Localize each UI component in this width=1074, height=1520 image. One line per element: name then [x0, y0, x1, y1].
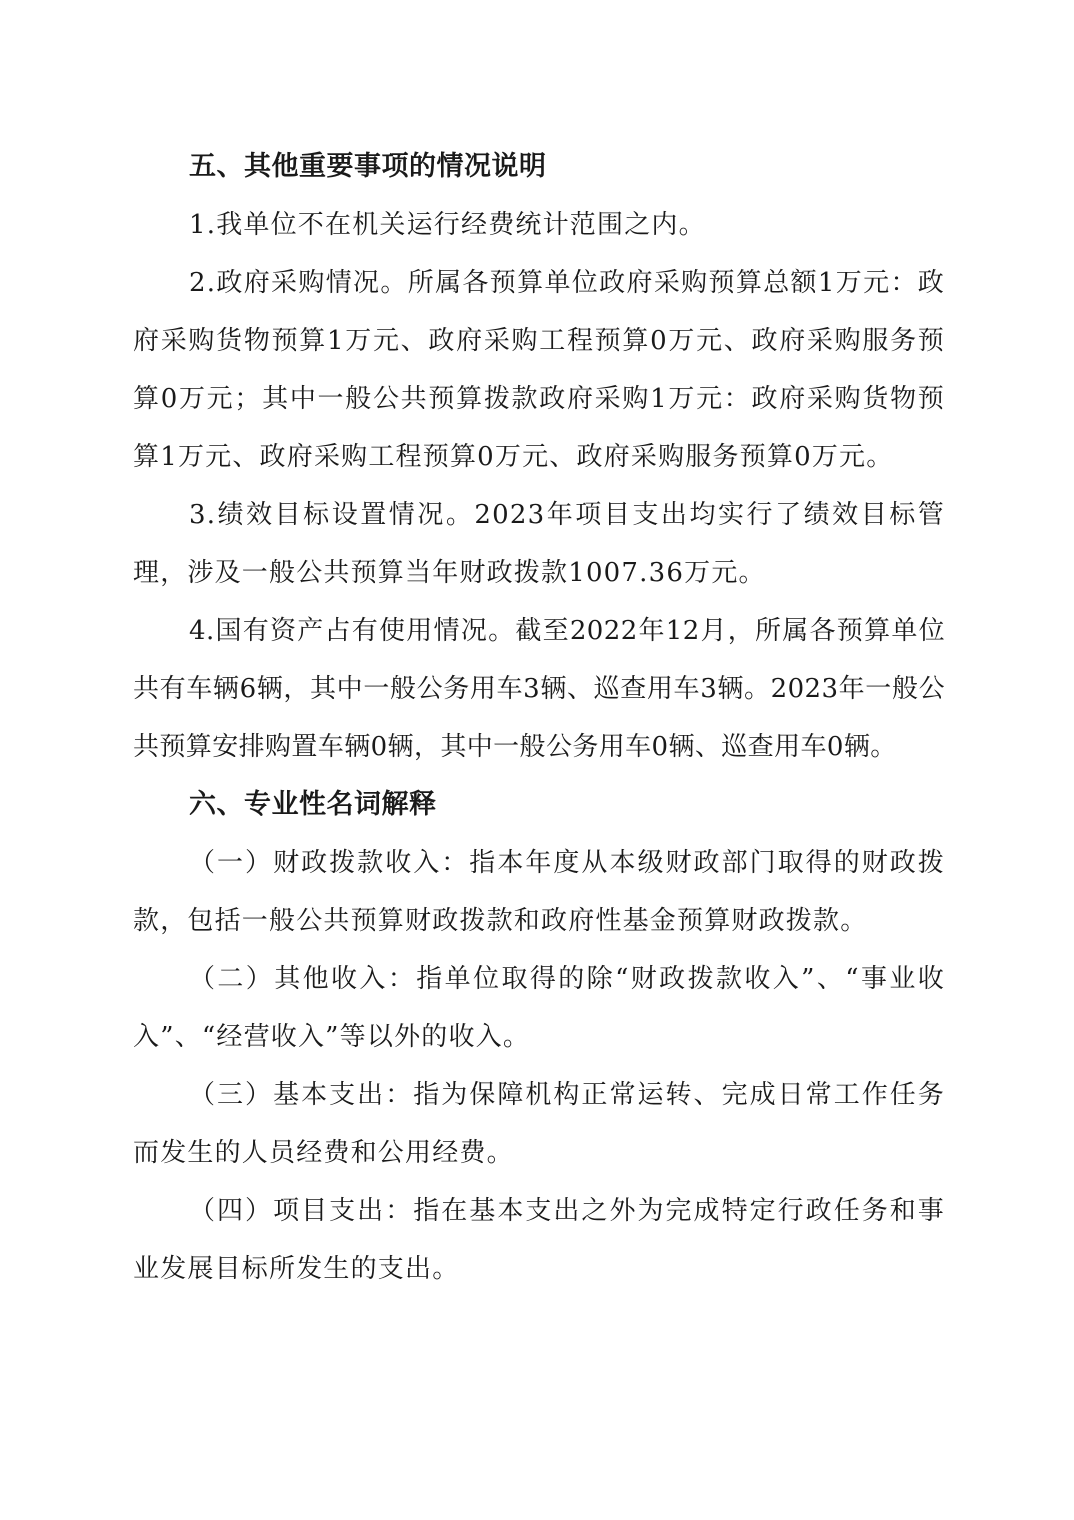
paragraph-performance-targets: 3.绩效目标设置情况。2023年项目支出均实行了绩效目标管理，涉及一般公共预算当年财政拨款1007.36万元。 [133, 500, 945, 588]
paragraph-operating-funds: 1.我单位不在机关运行经费统计范围之内。 [189, 210, 706, 240]
paragraph-government-procurement: 2.政府采购情况。所属各预算单位政府采购预算总额1万元：政府采购货物预算1万元、政府采购工程预算0万元、政府采购服务预算0万元；其中一般公共预算拨款政府采购1万元：政府采购货物预算1万元、政府采购工程预算0万元、政府采购服务预算0万元。 [133, 268, 945, 472]
paragraph-fiscal-appropriation-income: （一）财政拨款收入：指本年度从本级财政部门取得的财政拨款，包括一般公共预算财政拨款和政府性基金预算财政拨款。 [133, 848, 945, 936]
section-heading-terminology: 六、专业性名词解释 [189, 789, 437, 820]
paragraph-state-assets: 4.国有资产占有使用情况。截至2022年12月，所属各预算单位共有车辆6辆，其中一般公务用车3辆、巡查用车3辆。2023年一般公共预算安排购置车辆0辆，其中一般公务用车0辆、巡查用车0辆。 [133, 616, 945, 762]
paragraph-other-income: （二）其他收入：指单位取得的除“财政拨款收入”、“事业收入”、“经营收入”等以外的收入。 [133, 964, 945, 1052]
paragraph-project-expenditure: （四）项目支出：指在基本支出之外为完成特定行政任务和事业发展目标所发生的支出。 [133, 1196, 945, 1284]
section-heading-other-matters: 五、其他重要事项的情况说明 [189, 151, 547, 182]
paragraph-basic-expenditure: （三）基本支出：指为保障机构正常运转、完成日常工作任务而发生的人员经费和公用经费。 [133, 1080, 945, 1168]
document-body [133, 138, 945, 1298]
